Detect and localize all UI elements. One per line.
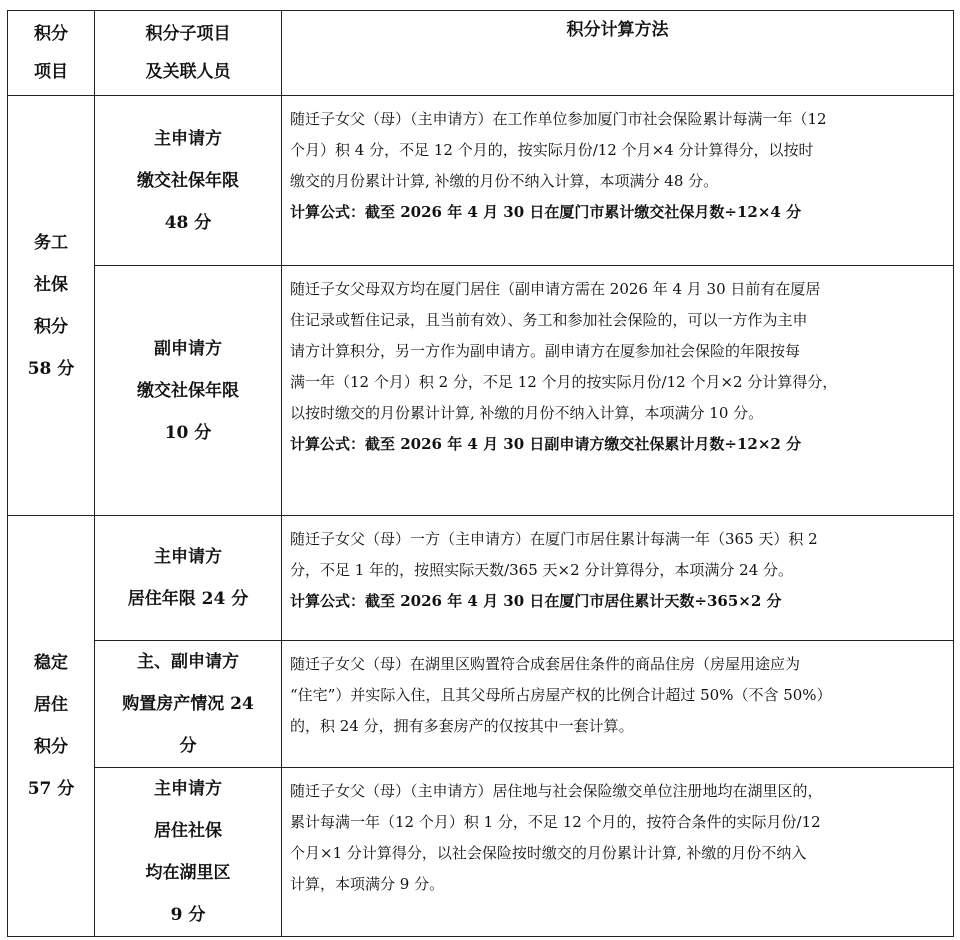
method-description	[282, 516, 954, 641]
description-line: 请方计算积分，另一方作为副申请方。副申请方在厦参加社会保险的年限按每	[290, 342, 801, 360]
description-line: 以按时缴交的月份累计计算, 补缴的月份不纳入计算，本项满分 10 分。	[290, 404, 764, 422]
sub-item-secondary-applicant-social-security	[95, 266, 282, 516]
header-category-line2: 项目	[34, 62, 68, 82]
description-line: “住宅”）并实际入住，且其父母所占房屋产权的比例合计超过 50%（不含 50%）	[290, 686, 832, 704]
description-line: 的，积 24 分，拥有多套房产的仅按其中一套计算。	[290, 717, 634, 735]
sub-item-property-purchase	[95, 641, 282, 768]
header-method: 积分计算方法	[282, 11, 954, 96]
sub-item-line: 缴交社保年限	[137, 170, 239, 191]
method-description	[282, 768, 954, 937]
description-line: 随迁子女父（母）在湖里区购置符合成套居住条件的商品住房（房屋用途应为	[290, 655, 801, 673]
header-category-line1: 积分	[34, 24, 68, 44]
table-row	[8, 641, 954, 768]
sub-item-line: 居住年限 24 分	[127, 589, 249, 609]
description-line: 缴交的月份累计计算, 补缴的月份不纳入计算，本项满分 48 分。	[290, 172, 719, 190]
sub-item-line: 主申请方	[154, 128, 222, 149]
header-sub-item-line1: 积分子项目	[145, 24, 231, 44]
description-line: 分，不足 1 年的，按照实际天数/365 天×2 分计算得分，本项满分 24 分。	[290, 561, 794, 579]
sub-item-main-applicant-residence	[95, 516, 282, 641]
category-line: 积分	[34, 316, 68, 337]
table-row	[8, 516, 954, 641]
method-description	[282, 96, 954, 266]
calculation-formula: 计算公式：截至 2026 年 4 月 30 日在厦门市居住累计天数÷365×2 分	[290, 592, 782, 610]
category-line: 居住	[34, 695, 68, 715]
table-row	[8, 266, 954, 516]
calculation-formula: 计算公式：截至 2026 年 4 月 30 日在厦门市累计缴交社保月数÷12×4 分	[290, 203, 802, 221]
table-row	[8, 768, 954, 937]
header-row	[8, 11, 954, 96]
category-line: 58 分	[27, 358, 75, 379]
method-description	[282, 641, 954, 768]
calculation-formula: 计算公式：截至 2026 年 4 月 30 日副申请方缴交社保累计月数÷12×2 分	[290, 435, 802, 453]
sub-item-line: 居住社保	[154, 821, 222, 841]
sub-item-line: 48 分	[164, 212, 212, 233]
header-category	[8, 11, 95, 96]
sub-item-line: 均在湖里区	[145, 863, 231, 883]
sub-item-main-applicant-social-security	[95, 96, 282, 266]
description-line: 随迁子女父（母）（主申请方）在工作单位参加厦门市社会保险累计每满一年（12	[290, 110, 827, 128]
description-line: 个月×1 分计算得分，以社会保险按时缴交的月份累计计算, 补缴的月份不纳入	[290, 844, 807, 862]
method-description	[282, 266, 954, 516]
sub-item-line: 主申请方	[154, 779, 222, 799]
sub-item-line: 缴交社保年限	[137, 380, 239, 401]
sub-item-line: 购置房产情况 24	[122, 694, 254, 714]
category-stable-residence	[8, 516, 95, 937]
sub-item-line: 9 分	[170, 905, 206, 925]
sub-item-line: 分	[179, 736, 197, 756]
description-line: 满一年（12 个月）积 2 分，不足 12 个月的按实际月份/12 个月×2 分计算得分，	[290, 373, 838, 391]
points-table	[7, 10, 954, 937]
description-line: 累计每满一年（12 个月）积 1 分，不足 12 个月的，按符合条件的实际月份/12	[290, 813, 821, 831]
points-table-page	[7, 10, 953, 937]
category-work-social-security	[8, 96, 95, 516]
header-sub-item-line2: 及关联人员	[145, 62, 231, 82]
description-line: 个月）积 4 分，不足 12 个月的，按实际月份/12 个月×4 分计算得分，以按时	[290, 141, 814, 159]
sub-item-line: 10 分	[164, 422, 212, 443]
category-line: 57 分	[27, 779, 75, 799]
sub-item-line: 主、副申请方	[137, 652, 239, 672]
sub-item-line: 副申请方	[154, 338, 222, 359]
category-line: 社保	[34, 274, 68, 295]
description-line: 随迁子女父（母）一方（主申请方）在厦门市居住累计每满一年（365 天）积 2	[290, 530, 818, 548]
category-line: 稳定	[34, 653, 68, 673]
table-row	[8, 96, 954, 266]
description-line: 住记录或暂住记录，且当前有效）、务工和参加社会保险的，可以一方作为主申	[290, 311, 808, 329]
header-sub-item	[95, 11, 282, 96]
category-line: 务工	[34, 232, 68, 253]
description-line: 随迁子女父母双方均在厦门居住（副申请方需在 2026 年 4 月 30 日前有在厦居	[290, 280, 821, 298]
description-line: 随迁子女父（母）（主申请方）居住地与社会保险缴交单位注册地均在湖里区的，	[290, 782, 823, 800]
description-line: 计算，本项满分 9 分。	[290, 875, 445, 893]
sub-item-residence-social-security-huli	[95, 768, 282, 937]
category-line: 积分	[34, 737, 68, 757]
sub-item-line: 主申请方	[154, 547, 222, 567]
